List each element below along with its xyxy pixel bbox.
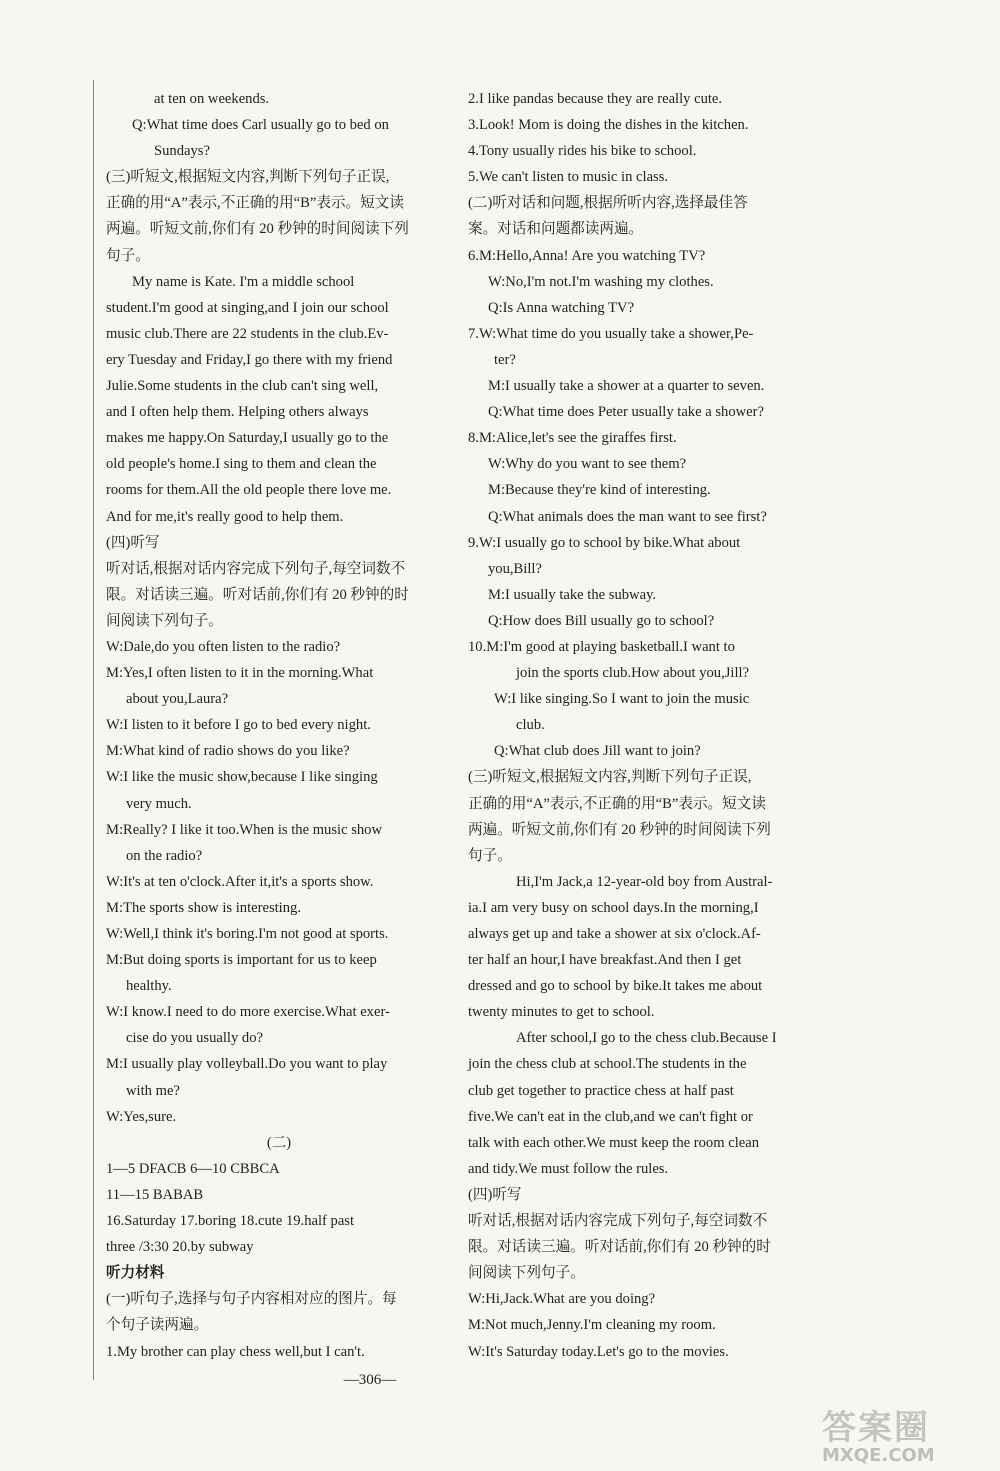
text-line: very much.	[126, 795, 192, 812]
text-line: 1—5 DFACB 6—10 CBBCA	[106, 1160, 280, 1177]
text-line: M:But doing sports is important for us to keep	[106, 952, 377, 969]
text-line: 11—15 BABAB	[106, 1186, 204, 1203]
text-line: (一)听句子,选择与句子内容相对应的图片。每	[106, 1291, 397, 1308]
text-line: always get up and take a shower at six o'clock.Af-	[468, 926, 761, 942]
text-line: M:I usually take a shower at a quarter to seven.	[488, 378, 765, 395]
margin-rule	[93, 80, 94, 1380]
page-number: —306—	[343, 1372, 397, 1388]
text-line: 句子。	[468, 847, 512, 864]
text-line: healthy.	[126, 978, 172, 995]
text-line: W:It's at ten o'clock.After it,it's a sports show.	[106, 873, 374, 890]
text-line: W:Dale,do you often listen to the radio?	[106, 638, 341, 655]
text-line: Q:What time does Carl usually go to bed on	[132, 117, 389, 134]
text-line: ery Tuesday and Friday,I go there with my friend	[106, 351, 393, 368]
text-line: old people's home.I sing to them and clean the	[106, 456, 377, 473]
text-line: club.	[516, 717, 545, 734]
text-line: Q:What club does Jill want to join?	[494, 743, 701, 760]
text-line: M:The sports show is interesting.	[106, 899, 301, 916]
text-line: rooms for them.All the old people there love me.	[106, 482, 392, 499]
text-line: 限。对话读三遍。听对话前,你们有 20 秒钟的时	[106, 586, 409, 603]
watermark-logo	[822, 1400, 997, 1465]
text-line: about you,Laura?	[126, 691, 229, 708]
text-line: M:I usually play volleyball.Do you want to play	[106, 1056, 388, 1073]
text-line: Q:What animals does the man want to see first?	[488, 508, 767, 525]
text-line: 间阅读下列句子。	[468, 1265, 585, 1282]
text-line: club get together to practice chess at half past	[468, 1082, 734, 1099]
text-line: Q:Is Anna watching TV?	[488, 299, 635, 316]
text-line: 听对话,根据对话内容完成下列句子,每空词数不	[468, 1213, 768, 1230]
right-column	[468, 86, 820, 1365]
text-line: join the chess club at school.The students in the	[468, 1056, 747, 1073]
text-line: music club.There are 22 students in the club.Ev-	[106, 325, 389, 342]
text-line: 限。对话读三遍。听对话前,你们有 20 秒钟的时	[468, 1239, 771, 1256]
text-line: 5.We can't listen to music in class.	[468, 169, 669, 186]
text-line: 3.Look! Mom is doing the dishes in the kitchen.	[468, 117, 749, 134]
text-line: W:I like the music show,because I like singing	[106, 769, 378, 786]
text-line: makes me happy.On Saturday,I usually go to the	[106, 430, 389, 447]
text-line: My name is Kate. I'm a middle school	[132, 273, 355, 290]
watermark-url: MXQE.COM	[822, 1445, 935, 1466]
text-line: 1.My brother can play chess well,but I can't.	[106, 1343, 365, 1360]
text-line: W:Well,I think it's boring.I'm not good at sports.	[106, 926, 389, 942]
text-line: M:Because they're kind of interesting.	[488, 482, 711, 499]
text-line: and tidy.We must follow the rules.	[468, 1160, 669, 1177]
text-line: 10.M:I'm good at playing basketball.I want to	[468, 638, 735, 655]
text-line: (四)听写	[468, 1186, 522, 1203]
text-line: (四)听写	[106, 534, 160, 551]
text-line: Hi,I'm Jack,a 12-year-old boy from Austral-	[516, 873, 773, 890]
text-line: 正确的用“A”表示,不正确的用“B”表示。短文读	[106, 195, 404, 212]
text-line: dressed and go to school by bike.It takes me about	[468, 978, 763, 995]
text-line: (二)听对话和问题,根据所听内容,选择最佳答	[468, 195, 748, 212]
text-line: with me?	[126, 1082, 180, 1099]
text-line: ter?	[494, 351, 516, 368]
watermark-text: 答案圈	[822, 1408, 930, 1448]
text-line: (三)听短文,根据短文内容,判断下列句子正误,	[106, 169, 390, 186]
text-line: three /3:30 20.by subway	[106, 1239, 254, 1256]
text-line: 听对话,根据对话内容完成下列句子,每空词数不	[106, 560, 406, 577]
text-line: 8.M:Alice,let's see the giraffes first.	[468, 430, 677, 447]
text-line: M:I usually take the subway.	[488, 586, 657, 603]
text-line: cise do you usually do?	[126, 1030, 263, 1047]
text-line: 4.Tony usually rides his bike to school.	[468, 143, 697, 160]
text-line: 7.W:What time do you usually take a shower,Pe-	[468, 325, 754, 342]
text-line: W:Hi,Jack.What are you doing?	[468, 1291, 656, 1308]
text-line: 句子。	[106, 247, 150, 264]
text-line: After school,I go to the chess club.Because I	[516, 1030, 777, 1047]
text-line: M:Not much,Jenny.I'm cleaning my room.	[468, 1317, 716, 1334]
text-line: 正确的用“A”表示,不正确的用“B”表示。短文读	[468, 795, 766, 812]
text-line: five.We can't eat in the club,and we can't fight or	[468, 1108, 753, 1125]
text-line: (三)听短文,根据短文内容,判断下列句子正误,	[468, 769, 752, 786]
text-line: W:No,I'm not.I'm washing my clothes.	[488, 273, 714, 290]
text-line: M:What kind of radio shows do you like?	[106, 743, 350, 760]
text-line: ia.I am very busy on school days.In the morning,I	[468, 899, 759, 916]
text-line: 16.Saturday 17.boring 18.cute 19.half past	[106, 1213, 355, 1230]
text-line: 两遍。听短文前,你们有 20 秒钟的时间阅读下列	[468, 821, 771, 838]
text-line: Q:How does Bill usually go to school?	[488, 612, 715, 629]
text-line: you,Bill?	[488, 560, 542, 577]
text-line: twenty minutes to get to school.	[468, 1004, 655, 1021]
text-line: Q:What time does Peter usually take a shower?	[488, 404, 764, 421]
text-line: talk with each other.We must keep the room clean	[468, 1134, 760, 1151]
text-line: at ten on weekends.	[154, 91, 270, 107]
text-line: W:Why do you want to see them?	[488, 456, 687, 473]
text-line: 间阅读下列句子。	[106, 612, 223, 629]
text-line: 个句子读两遍。	[106, 1317, 209, 1334]
text-line: W:Yes,sure.	[106, 1108, 177, 1125]
text-line: W:I like singing.So I want to join the music	[494, 691, 750, 708]
text-line: M:Really? I like it too.When is the music show	[106, 821, 383, 838]
text-line: 9.W:I usually go to school by bike.What about	[468, 534, 741, 551]
text-line: M:Yes,I often listen to it in the morning.What	[106, 665, 374, 682]
text-line: and I often help them. Helping others always	[106, 404, 369, 421]
text-line: (二)	[266, 1134, 292, 1151]
text-line: Sundays?	[154, 143, 210, 160]
text-line: 6.M:Hello,Anna! Are you watching TV?	[468, 247, 706, 264]
text-line: And for me,it's really good to help them.	[106, 508, 344, 525]
text-line: Julie.Some students in the club can't sing well,	[106, 378, 379, 395]
left-column	[106, 86, 452, 1365]
text-line: W:I know.I need to do more exercise.What exer-	[106, 1004, 390, 1021]
text-line: join the sports club.How about you,Jill?	[516, 665, 750, 682]
text-line: 两遍。听短文前,你们有 20 秒钟的时间阅读下列	[106, 221, 409, 238]
text-line: 听力材料	[106, 1265, 165, 1282]
text-line: W:It's Saturday today.Let's go to the movies.	[468, 1343, 729, 1360]
text-line: W:I listen to it before I go to bed every night.	[106, 717, 371, 734]
text-line: 2.I like pandas because they are really cute.	[468, 91, 723, 107]
text-line: on the radio?	[126, 847, 203, 864]
text-line: ter half an hour,I have breakfast.And then I get	[468, 952, 742, 969]
text-line: student.I'm good at singing,and I join our school	[106, 299, 389, 316]
text-line: 案。对话和问题都读两遍。	[468, 221, 644, 238]
